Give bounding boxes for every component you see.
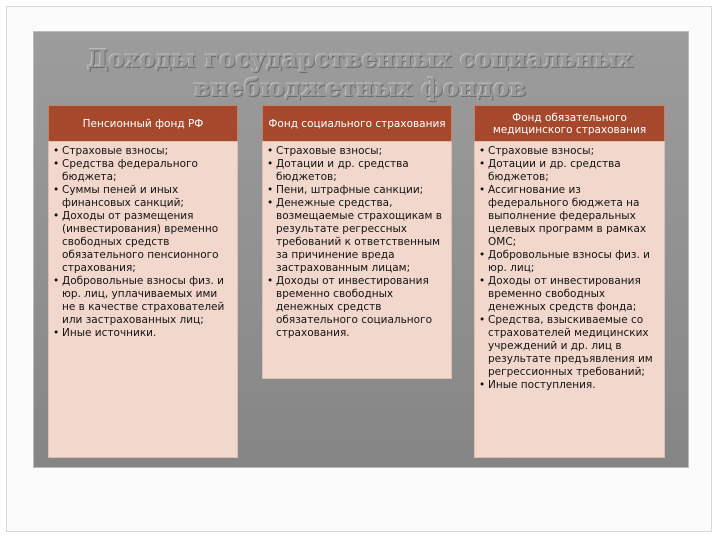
list-item: • Дотации и др. средства бюджетов; xyxy=(267,158,445,184)
list-item: • Страховые взносы; xyxy=(479,145,658,158)
column-header-label: Фонд социального страхования xyxy=(268,117,446,130)
income-list xyxy=(267,145,445,340)
column-body-pension-fund xyxy=(48,141,238,458)
column-header-label: Фонд обязательного медицинского страхования xyxy=(492,111,647,136)
column-header-social-insurance-fund xyxy=(262,105,452,142)
list-item: • Суммы пеней и иных финансовых санкций; xyxy=(53,184,231,210)
list-item: • Иные источники. xyxy=(53,327,231,340)
column-body-social-insurance-fund xyxy=(262,141,452,379)
list-item: • Средства, взыскиваемые со страхователей медицинских учреждений и др. лиц в результате предъявления им регрессионных требований; xyxy=(479,314,658,379)
income-list xyxy=(479,145,658,392)
list-item: • Средства федерального бюджета; xyxy=(53,158,231,184)
list-item: • Доходы от инвестирования временно свободных денежных средств фонда; xyxy=(479,275,658,314)
list-item: • Добровольные взносы физ. и юр. лиц, уплачиваемых ими не в качестве страхователей или застрахованных лиц; xyxy=(53,275,231,327)
slide-title: Доходы государственных социальных внебюджетных фондов xyxy=(87,44,633,102)
list-item: • Страховые взносы; xyxy=(267,145,445,158)
column-header-medical-insurance-fund xyxy=(474,105,665,142)
column-body-medical-insurance-fund xyxy=(474,141,665,458)
list-item: • Дотации и др. средства бюджетов; xyxy=(479,158,658,184)
column-header-pension-fund xyxy=(48,105,238,142)
list-item: • Добровольные взносы физ. и юр. лиц; xyxy=(479,249,658,275)
list-item: • Денежные средства, возмещаемые страхощикам в результате регрессных требований к ответственным за причинение вреда застрахованным лицам; xyxy=(267,197,445,275)
list-item: • Страховые взносы; xyxy=(53,145,231,158)
column-header-label: Пенсионный фонд РФ xyxy=(82,117,204,130)
list-item: • Пени, штрафные санкции; xyxy=(267,184,445,197)
list-item: • Доходы от размещения (инвестирования) временно свободных средств обязательного пенсионного страхования; xyxy=(53,210,231,275)
list-item: • Ассигнование из федерального бюджета на выполнение федеральных целевых программ в рамках ОМС; xyxy=(479,184,658,249)
list-item: • Доходы от инвестирования временно свободных денежных средств обязательного социального страхования. xyxy=(267,275,445,340)
list-item: • Иные поступления. xyxy=(479,379,658,392)
income-list xyxy=(53,145,231,340)
